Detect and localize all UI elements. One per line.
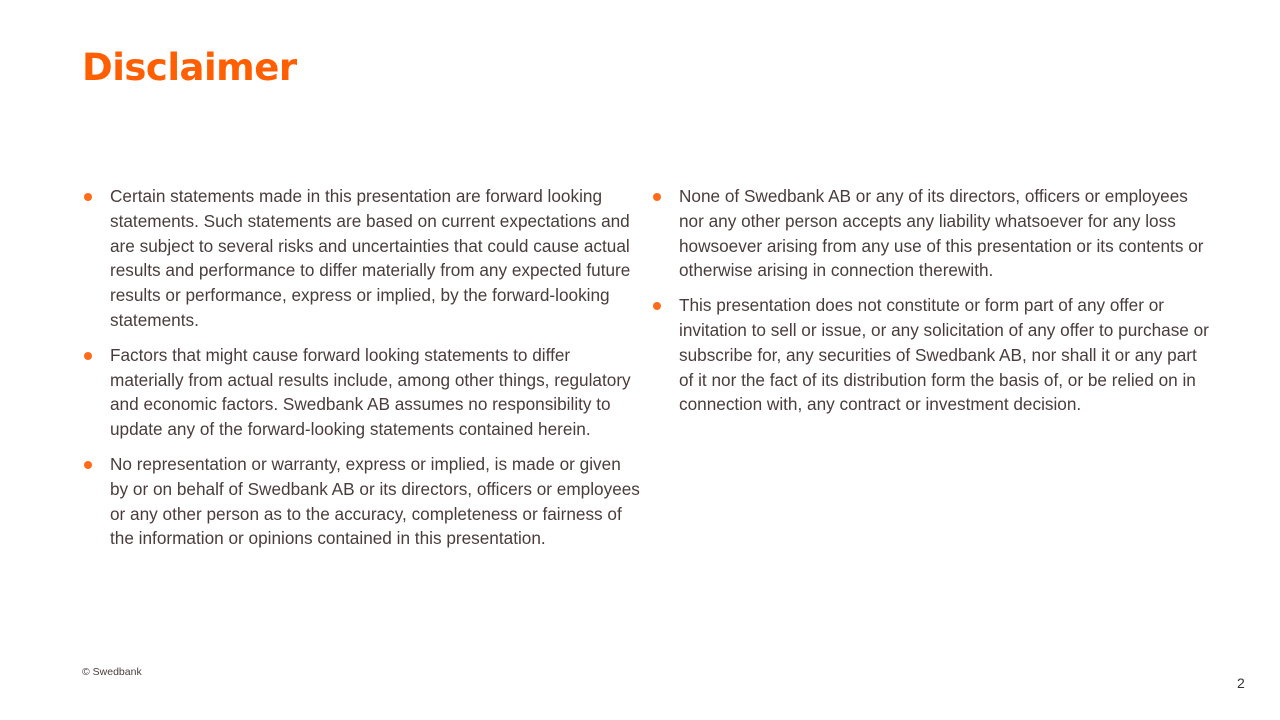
page-title: Disclaimer: [82, 46, 297, 89]
bullet-icon: [84, 352, 92, 360]
left-column: [82, 184, 642, 561]
bullet-text: This presentation does not constitute or form part of any offer or invitation to sell or issue, or any solicitation of any offer to purchase or subscribe for, any securities of Swedbank AB, nor shall it or any part of it nor the fact of its distribution form the basis of, or be relied on in connection with, any contract or investment decision.: [679, 295, 1209, 415]
bullet-text: No representation or warranty, express or implied, is made or given by or on behalf of Swedbank AB or its directors, officers or employees or any other person as to the accuracy, completeness or fairness of the information or opinions contained in this presentation.: [110, 453, 640, 549]
bullet-icon: [653, 302, 661, 310]
right-column: [651, 184, 1211, 427]
bullet-icon: [84, 461, 92, 469]
copyright-footer: © Swedbank: [82, 666, 142, 678]
list-item: [82, 343, 642, 442]
list-item: [82, 184, 642, 333]
bullet-text: Certain statements made in this presentation are forward looking statements. Such statements are based on current expectations and are subject to several risks and uncertainties that could cause actual results and performance to differ materially from any expected future results or performance, express or implied, by the forward-looking statements.: [110, 186, 631, 330]
bullet-text: None of Swedbank AB or any of its directors, officers or employees nor any other person accepts any liability whatsoever for any loss howsoever arising from any use of this presentation or its contents or otherwise arising in connection therewith.: [679, 186, 1204, 281]
page-number: 2: [1237, 675, 1245, 691]
bullet-text: Factors that might cause forward looking statements to differ materially from actual results include, among other things, regulatory and economic factors. Swedbank AB assumes no responsibility to update any of the forward-looking statements contained herein.: [110, 344, 631, 440]
bullet-icon: [84, 193, 92, 201]
list-item: [82, 452, 642, 551]
list-item: [651, 184, 1211, 283]
bullet-icon: [653, 193, 661, 201]
list-item: [651, 293, 1211, 417]
